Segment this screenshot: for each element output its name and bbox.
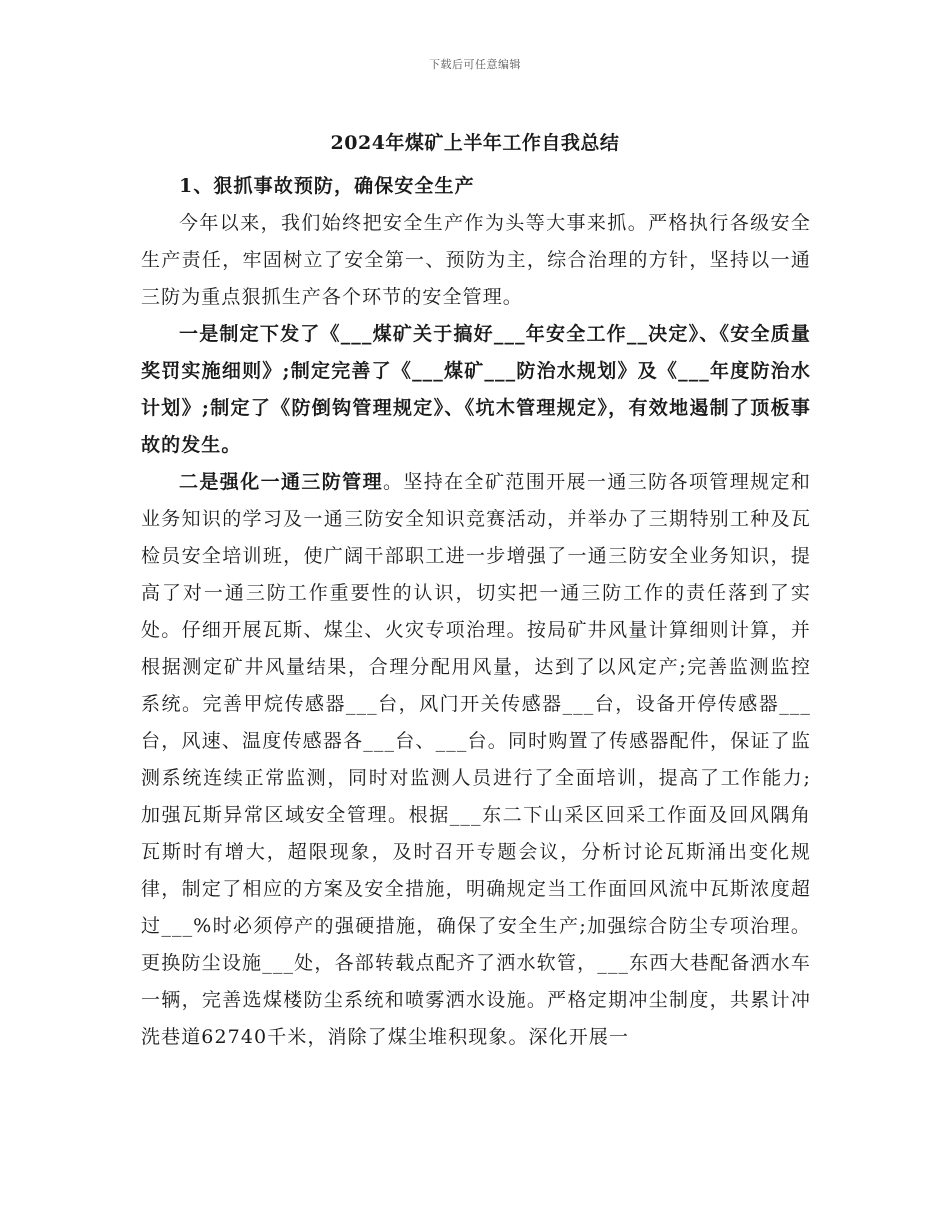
header-note: 下载后可任意编辑 [429, 58, 521, 71]
paragraph-3-body: 。坚持在全矿范围开展一通三防各项管理规定和业务知识的学习及一通三防安全知识竞赛活动，并举办了三期特别工种及瓦检员安全培训班，使广阔干部职工进一步增强了一通三防安全业务知识，提高了对一通三防工作重要性的认识，切实把一通三防工作的责任落到了实处。仔细开展瓦斯、煤尘、火灾专项治理。按局矿井风量计算细则计算，并根据测定矿井风量结果，合理分配用风量，达到了以风定产;完善监测监控系统。完善甲烷传感器___台，风门开关传感器___台，设备开停传感器___台，风速、温度传感器各___台、___台。同时购置了传感器配件，保证了监测系统连续正常监测，同时对监测人员进行了全面培训，提高了工作能力;加强瓦斯异常区域安全管理。根据___东二下山采区回采工作面及回风隅角瓦斯时有增大，超限现象，及时召开专题会议，分析讨论瓦斯涌出变化规律，制定了相应的方案及安全措施，明确规定当工作面回风流中瓦斯浓度超过___%时必须停产的强硬措施，确保了安全生产;加强综合防尘专项治理。更换防尘设施___处，各部转载点配齐了洒水软管，___东西大巷配备洒水车一辆，完善选煤楼防尘系统和喷雾洒水设施。严格定期冲尘制度，共累计冲洗巷道62740千米，消除了煤尘堆积现象。深化开展一 [141, 471, 811, 1048]
paragraph-2: 一是制定下发了《___煤矿关于搞好___年安全工作__决定》、《安全质量奖罚实施细则》;制定完善了《___煤矿___防治水规划》及《___年度防治水计划》;制定了《防倒钩管理规定》、《坑木管理规定》，有效地遏制了顶板事故的发生。 [141, 323, 811, 456]
paragraph-3 [141, 464, 811, 1056]
section-heading: 1、狠抓事故预防，确保安全生产 [179, 175, 475, 197]
paragraph-3-lead: 二是强化一通三防管理 [179, 471, 383, 493]
paragraph-1: 今年以来，我们始终把安全生产作为头等大事来抓。严格执行各级安全生产责任，牢固树立了安全第一、预防为主，综合治理的方针，坚持以一通三防为重点狠抓生产各个环节的安全管理。 [141, 212, 811, 308]
document-body [141, 168, 811, 1056]
page-title: 2024年煤矿上半年工作自我总结 [330, 132, 620, 154]
